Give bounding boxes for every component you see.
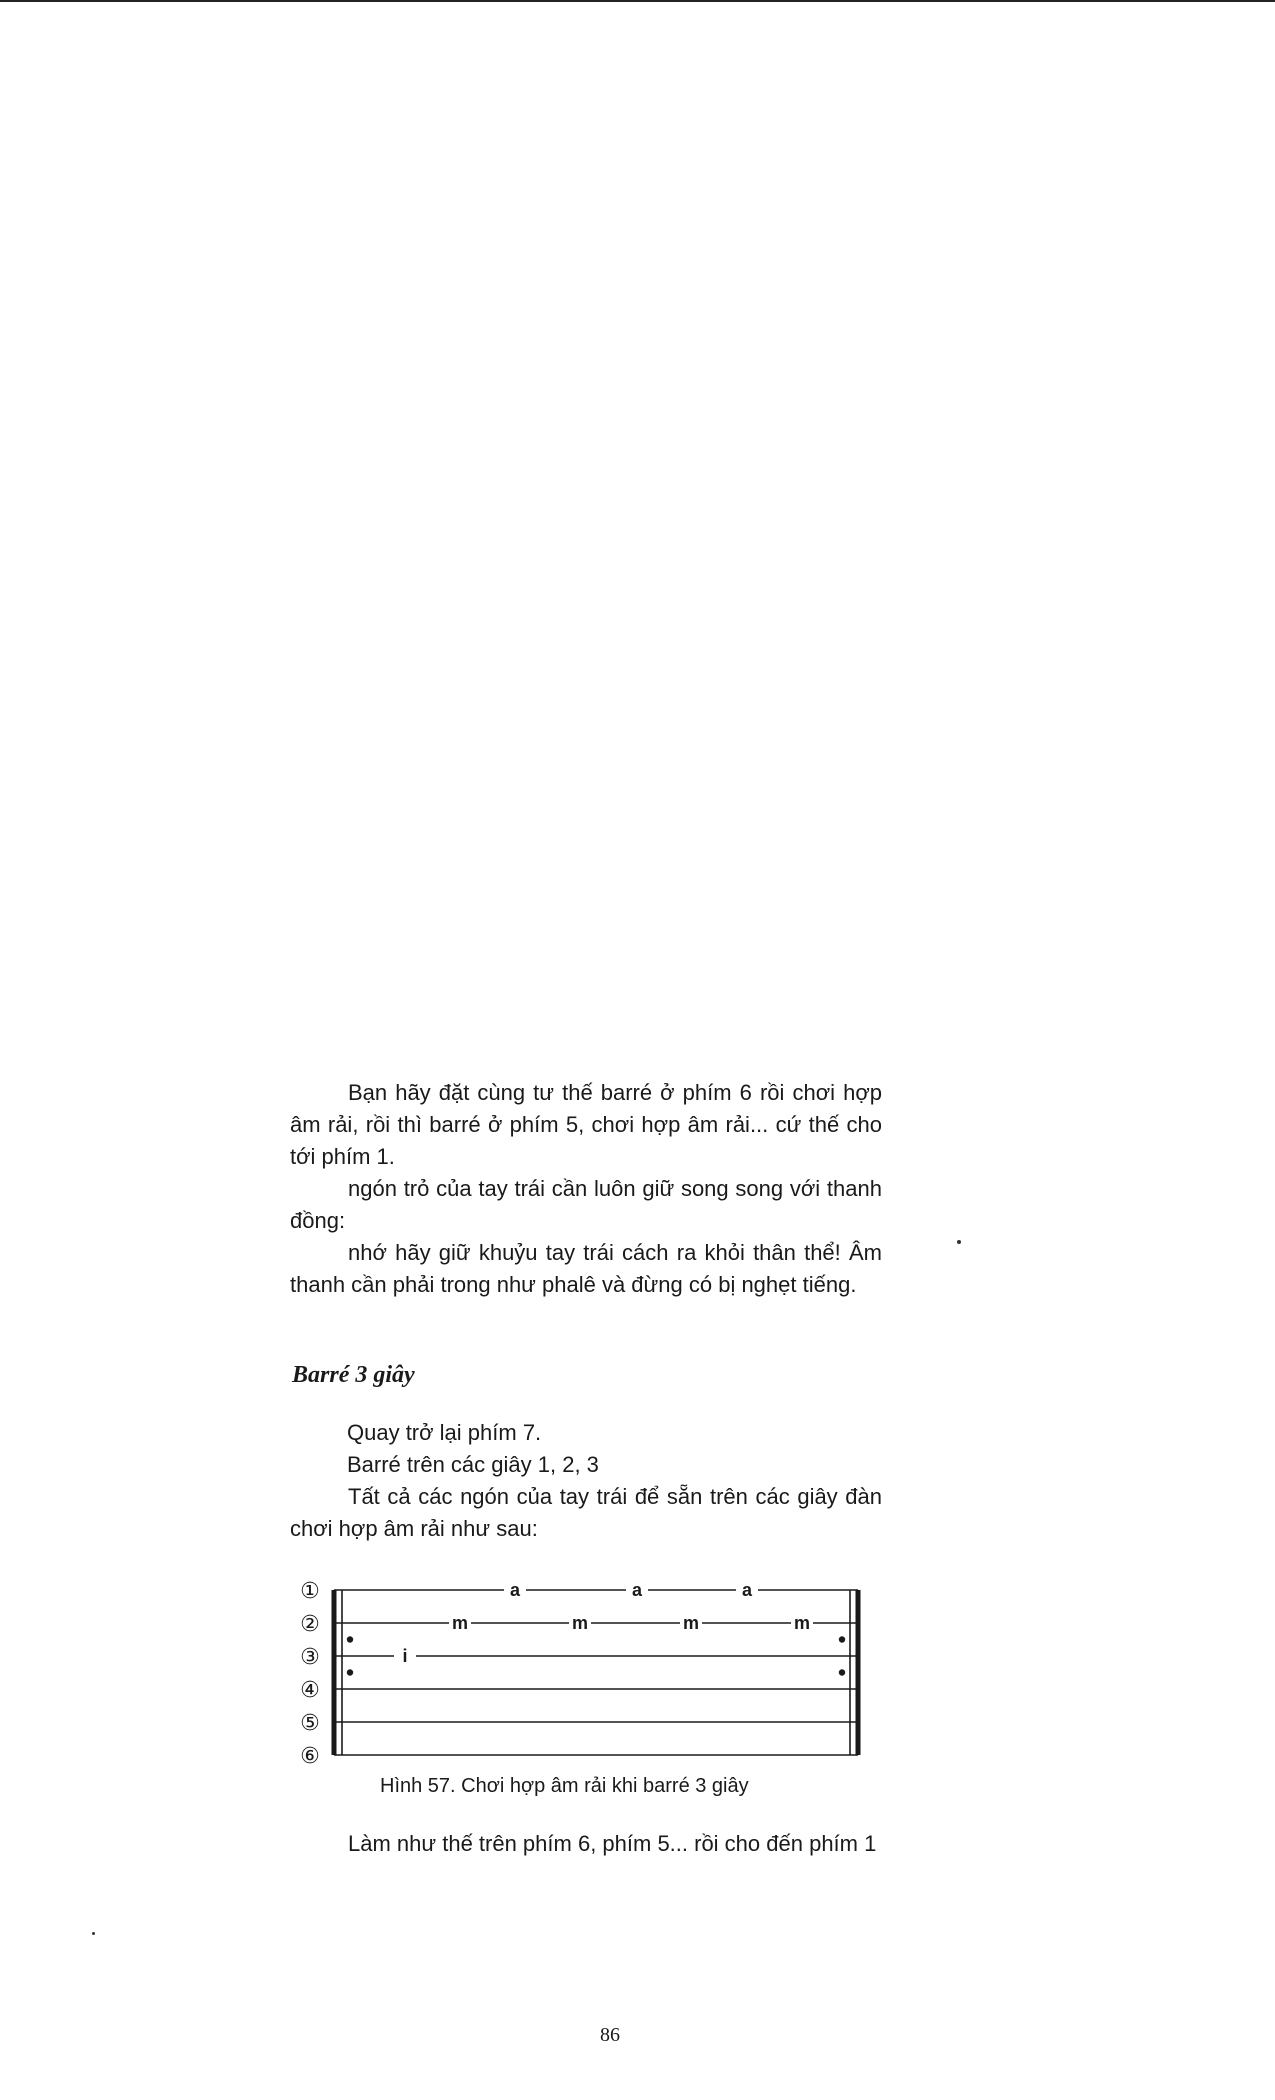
- instruction-line-3: Tất cả các ngón của tay trái để sẵn trên các giây đàn chơi hợp âm rải như sau:: [290, 1484, 882, 1541]
- string-number-labels: [300, 1579, 320, 1769]
- string-label: ③: [300, 1645, 320, 1670]
- repeat-dot: [839, 1636, 845, 1642]
- finger-note-a: a: [741, 1580, 753, 1600]
- paragraph-elbow: nhớ hãy giữ khuỷu tay trái cách ra khỏi thân thể! Âm thanh cần phải trong như phalê và đừng có bị nghẹt tiếng.: [290, 1240, 882, 1297]
- finger-note-a: a: [631, 1580, 643, 1600]
- figure-caption: Hình 57. Chơi hợp âm rải khi barré 3 giây: [380, 1775, 749, 1797]
- tablature-figure: [288, 1572, 868, 1772]
- scan-speck: [92, 1932, 95, 1935]
- paragraph-barre-fret6: Bạn hãy đặt cùng tư thế barré ở phím 6 rồi chơi hợp âm rải, rồi thì barré ở phím 5, chơi hợp âm rải... cứ thế cho tới phím 1.: [290, 1080, 882, 1169]
- instruction-line-1: Quay trở lại phím 7.: [347, 1420, 542, 1445]
- scan-speck: [957, 1240, 961, 1244]
- page-top-rule: [0, 0, 1275, 2]
- repeat-dot: [839, 1669, 845, 1675]
- string-label: ⑥: [300, 1744, 320, 1769]
- finger-note-a: a: [509, 1580, 521, 1600]
- finger-note-m: m: [682, 1613, 700, 1633]
- page-number: 86: [600, 2024, 620, 2046]
- string-label: ①: [300, 1579, 320, 1604]
- repeat-dot: [347, 1636, 353, 1642]
- string-label: ②: [300, 1612, 320, 1637]
- instruction-line-2: Barré trên các giây 1, 2, 3: [347, 1452, 599, 1477]
- repeat-dot: [347, 1669, 353, 1675]
- string-lines: [334, 1590, 858, 1755]
- string-label: ④: [300, 1678, 320, 1703]
- string-label: ⑤: [300, 1711, 320, 1736]
- finger-note-m: m: [571, 1613, 589, 1633]
- paragraph-index-finger: ngón trỏ của tay trái cần luôn giữ song song với thanh đồng:: [290, 1176, 882, 1233]
- finger-note-i: i: [402, 1646, 408, 1666]
- repeat-barlines: [334, 1590, 858, 1755]
- finger-note-m: m: [451, 1613, 469, 1633]
- section-heading: Barré 3 giây: [292, 1362, 415, 1388]
- finger-note-m: m: [793, 1613, 811, 1633]
- closing-paragraph: Làm như thế trên phím 6, phím 5... rồi cho đến phím 1: [348, 1831, 877, 1856]
